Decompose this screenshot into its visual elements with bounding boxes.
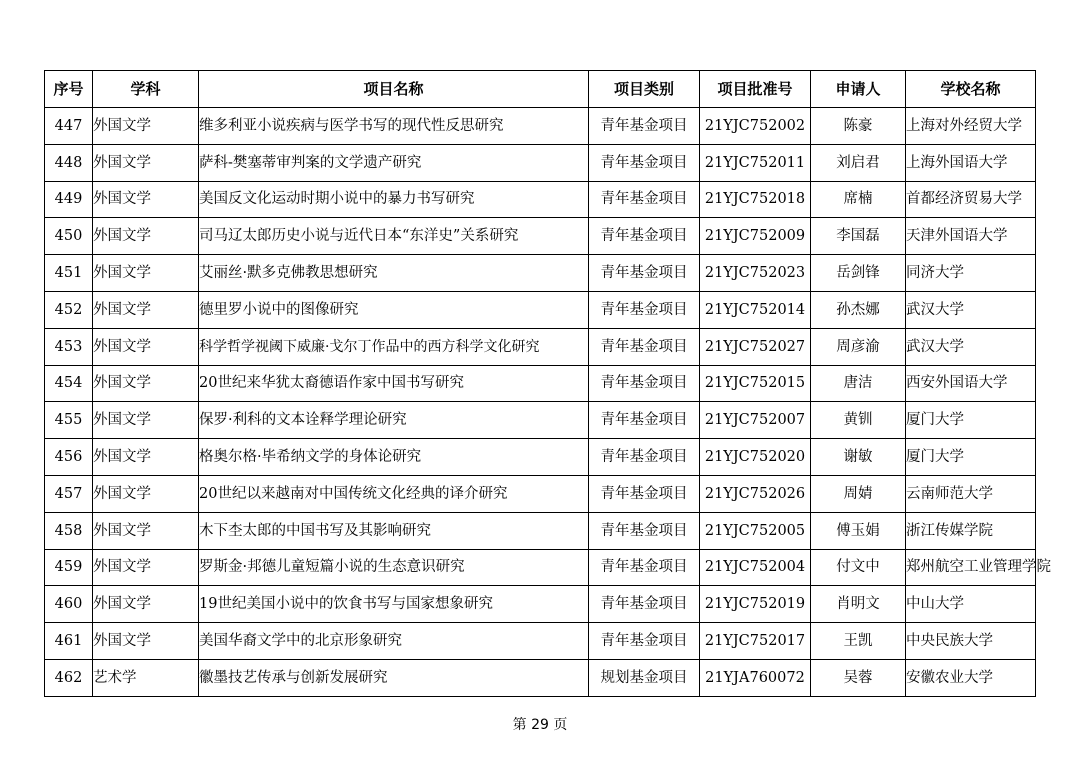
- header-applicant: 申请人: [811, 71, 906, 108]
- cell-school: 上海对外经贸大学: [906, 108, 1036, 145]
- cell-no: 461: [45, 623, 93, 660]
- cell-title: 罗斯金·邦德儿童短篇小说的生态意识研究: [199, 549, 589, 586]
- cell-category: 青年基金项目: [589, 623, 700, 660]
- cell-no: 449: [45, 181, 93, 218]
- cell-approval: 21YJC752015: [700, 365, 811, 402]
- cell-title: 保罗·利科的文本诠释学理论研究: [199, 402, 589, 439]
- cell-category: 青年基金项目: [589, 291, 700, 328]
- cell-subject: 外国文学: [93, 512, 199, 549]
- cell-title: 萨科-樊塞蒂审判案的文学遗产研究: [199, 144, 589, 181]
- cell-title: 19世纪美国小说中的饮食书写与国家想象研究: [199, 586, 589, 623]
- cell-category: 青年基金项目: [589, 549, 700, 586]
- cell-subject: 外国文学: [93, 365, 199, 402]
- cell-approval: 21YJC752014: [700, 291, 811, 328]
- cell-title: 艾丽丝·默多克佛教思想研究: [199, 255, 589, 292]
- cell-category: 青年基金项目: [589, 255, 700, 292]
- cell-school: 中央民族大学: [906, 623, 1036, 660]
- cell-approval: 21YJC752005: [700, 512, 811, 549]
- cell-category: 青年基金项目: [589, 365, 700, 402]
- cell-approval: 21YJC752017: [700, 623, 811, 660]
- cell-category: 青年基金项目: [589, 328, 700, 365]
- cell-school: 中山大学: [906, 586, 1036, 623]
- cell-title: 美国华裔文学中的北京形象研究: [199, 623, 589, 660]
- cell-title: 徽墨技艺传承与创新发展研究: [199, 659, 589, 696]
- table-row: [45, 255, 1036, 292]
- table-row: [45, 623, 1036, 660]
- cell-no: 450: [45, 218, 93, 255]
- cell-school: 浙江传媒学院: [906, 512, 1036, 549]
- cell-approval: 21YJC752019: [700, 586, 811, 623]
- cell-school: 西安外国语大学: [906, 365, 1036, 402]
- header-school: 学校名称: [906, 71, 1036, 108]
- cell-applicant: 岳剑锋: [811, 255, 906, 292]
- cell-applicant: 孙杰娜: [811, 291, 906, 328]
- cell-title: 司马辽太郎历史小说与近代日本“东洋史”关系研究: [199, 218, 589, 255]
- cell-school: 武汉大学: [906, 328, 1036, 365]
- cell-approval: 21YJC752004: [700, 549, 811, 586]
- cell-no: 456: [45, 439, 93, 476]
- cell-subject: 外国文学: [93, 291, 199, 328]
- cell-subject: 外国文学: [93, 549, 199, 586]
- cell-applicant: 唐洁: [811, 365, 906, 402]
- cell-school: 郑州航空工业管理学院: [906, 549, 1036, 586]
- table-row: [45, 659, 1036, 696]
- cell-school: 同济大学: [906, 255, 1036, 292]
- cell-applicant: 黄钏: [811, 402, 906, 439]
- table-row: [45, 439, 1036, 476]
- table-row: [45, 549, 1036, 586]
- cell-category: 青年基金项目: [589, 512, 700, 549]
- cell-school: 天津外国语大学: [906, 218, 1036, 255]
- cell-applicant: 周婧: [811, 475, 906, 512]
- cell-approval: 21YJC752020: [700, 439, 811, 476]
- cell-no: 457: [45, 475, 93, 512]
- cell-no: 454: [45, 365, 93, 402]
- cell-applicant: 刘启君: [811, 144, 906, 181]
- table-row: [45, 218, 1036, 255]
- cell-school: 首都经济贸易大学: [906, 181, 1036, 218]
- cell-title: 美国反文化运动时期小说中的暴力书写研究: [199, 181, 589, 218]
- cell-no: 455: [45, 402, 93, 439]
- table-row: [45, 108, 1036, 145]
- table-row: [45, 475, 1036, 512]
- cell-approval: 21YJC752026: [700, 475, 811, 512]
- page-number: 第 29 页: [512, 717, 568, 733]
- cell-applicant: 付文中: [811, 549, 906, 586]
- cell-subject: 外国文学: [93, 108, 199, 145]
- cell-school: 武汉大学: [906, 291, 1036, 328]
- cell-category: 青年基金项目: [589, 108, 700, 145]
- cell-approval: 21YJC752009: [700, 218, 811, 255]
- cell-approval: 21YJC752027: [700, 328, 811, 365]
- cell-no: 458: [45, 512, 93, 549]
- cell-approval: 21YJC752023: [700, 255, 811, 292]
- table-row: [45, 181, 1036, 218]
- cell-applicant: 傅玉娟: [811, 512, 906, 549]
- header-approval: 项目批准号: [700, 71, 811, 108]
- cell-title: 科学哲学视阈下威廉·戈尔丁作品中的西方科学文化研究: [199, 328, 589, 365]
- cell-category: 青年基金项目: [589, 181, 700, 218]
- cell-no: 451: [45, 255, 93, 292]
- cell-school: 厦门大学: [906, 402, 1036, 439]
- cell-subject: 外国文学: [93, 181, 199, 218]
- cell-subject: 外国文学: [93, 623, 199, 660]
- cell-approval: 21YJC752018: [700, 181, 811, 218]
- cell-no: 448: [45, 144, 93, 181]
- table-row: [45, 586, 1036, 623]
- cell-subject: 外国文学: [93, 439, 199, 476]
- cell-applicant: 李国磊: [811, 218, 906, 255]
- cell-title: 20世纪来华犹太裔德语作家中国书写研究: [199, 365, 589, 402]
- table-row: [45, 291, 1036, 328]
- cell-category: 青年基金项目: [589, 218, 700, 255]
- cell-applicant: 吴蓉: [811, 659, 906, 696]
- cell-applicant: 周彦渝: [811, 328, 906, 365]
- cell-applicant: 王凯: [811, 623, 906, 660]
- cell-applicant: 陈豪: [811, 108, 906, 145]
- table-row: [45, 328, 1036, 365]
- cell-no: 453: [45, 328, 93, 365]
- header-row: [45, 71, 1036, 108]
- table-row: [45, 144, 1036, 181]
- cell-subject: 外国文学: [93, 144, 199, 181]
- cell-subject: 外国文学: [93, 475, 199, 512]
- cell-no: 452: [45, 291, 93, 328]
- cell-no: 460: [45, 586, 93, 623]
- header-category: 项目类别: [589, 71, 700, 108]
- cell-category: 青年基金项目: [589, 144, 700, 181]
- cell-category: 青年基金项目: [589, 586, 700, 623]
- cell-no: 459: [45, 549, 93, 586]
- cell-title: 德里罗小说中的图像研究: [199, 291, 589, 328]
- cell-school: 安徽农业大学: [906, 659, 1036, 696]
- cell-category: 青年基金项目: [589, 402, 700, 439]
- table-row: [45, 512, 1036, 549]
- cell-approval: 21YJC752007: [700, 402, 811, 439]
- cell-applicant: 席楠: [811, 181, 906, 218]
- cell-approval: 21YJC752011: [700, 144, 811, 181]
- header-title: 项目名称: [199, 71, 589, 108]
- cell-title: 维多利亚小说疾病与医学书写的现代性反思研究: [199, 108, 589, 145]
- table-row: [45, 402, 1036, 439]
- table-row: [45, 365, 1036, 402]
- cell-category: 青年基金项目: [589, 439, 700, 476]
- cell-approval: 21YJA760072: [700, 659, 811, 696]
- cell-subject: 外国文学: [93, 402, 199, 439]
- header-subject: 学科: [93, 71, 199, 108]
- cell-school: 上海外国语大学: [906, 144, 1036, 181]
- cell-approval: 21YJC752002: [700, 108, 811, 145]
- cell-school: 厦门大学: [906, 439, 1036, 476]
- cell-category: 青年基金项目: [589, 475, 700, 512]
- cell-title: 20世纪以来越南对中国传统文化经典的译介研究: [199, 475, 589, 512]
- cell-subject: 外国文学: [93, 328, 199, 365]
- cell-no: 447: [45, 108, 93, 145]
- cell-subject: 外国文学: [93, 218, 199, 255]
- cell-applicant: 肖明文: [811, 586, 906, 623]
- cell-title: 格奥尔格·毕希纳文学的身体论研究: [199, 439, 589, 476]
- cell-school: 云南师范大学: [906, 475, 1036, 512]
- cell-category: 规划基金项目: [589, 659, 700, 696]
- header-no: 序号: [45, 71, 93, 108]
- cell-applicant: 谢敏: [811, 439, 906, 476]
- cell-subject: 外国文学: [93, 586, 199, 623]
- cell-title: 木下杢太郎的中国书写及其影响研究: [199, 512, 589, 549]
- cell-no: 462: [45, 659, 93, 696]
- cell-subject: 艺术学: [93, 659, 199, 696]
- project-table: [44, 70, 1051, 697]
- cell-subject: 外国文学: [93, 255, 199, 292]
